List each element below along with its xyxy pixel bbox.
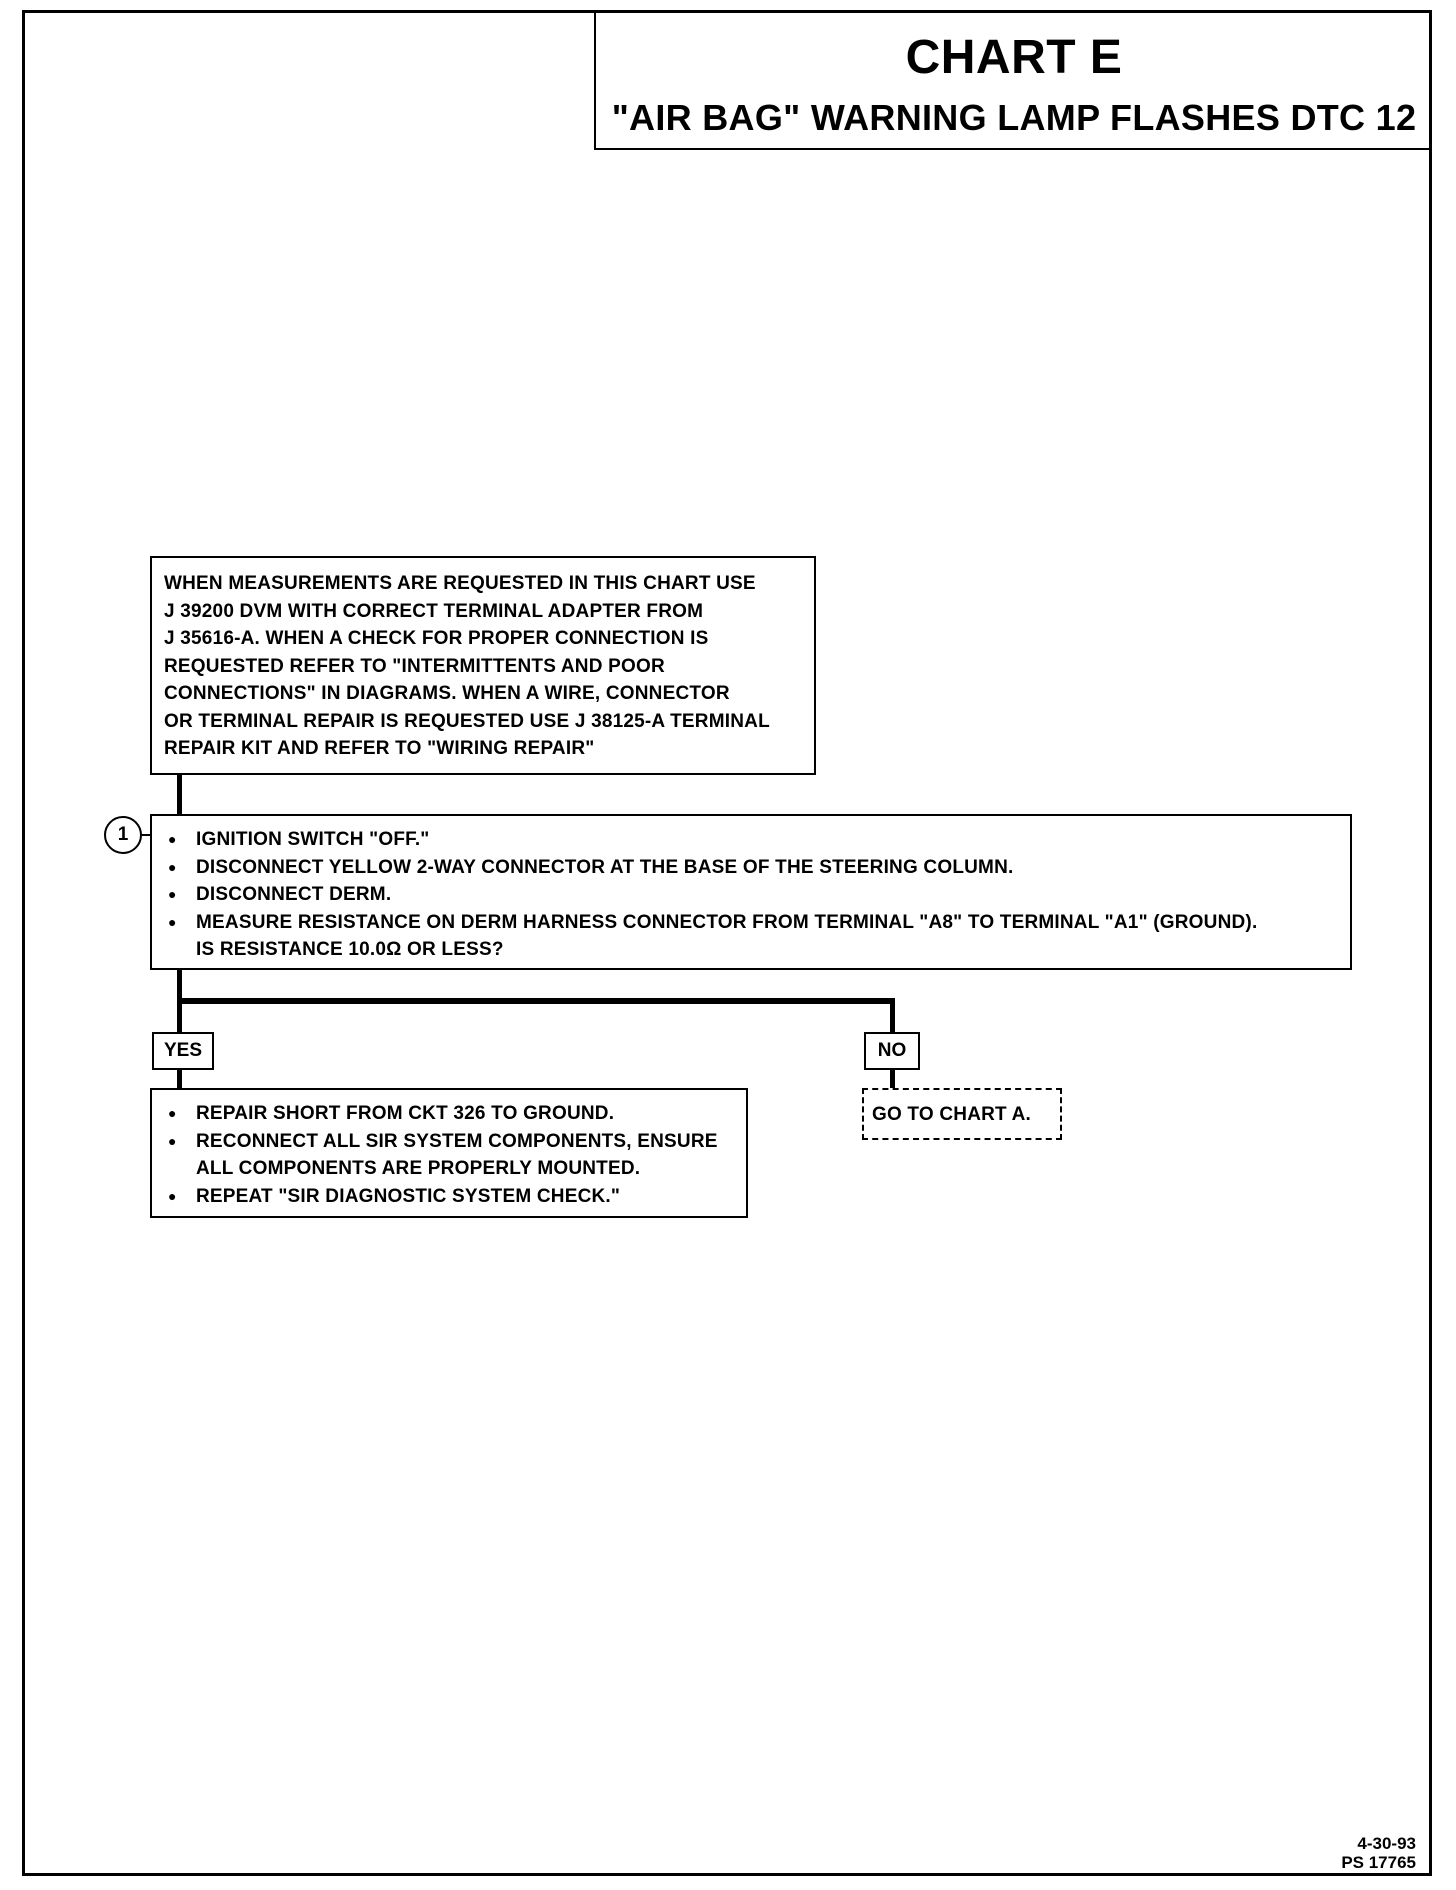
yes-action-box [150, 1088, 748, 1218]
intro-instructions-box [150, 556, 816, 775]
step-1-box [150, 814, 1352, 970]
connector-to-no [890, 998, 895, 1034]
step-question: IS RESISTANCE 10.0Ω OR LESS? [196, 939, 504, 960]
step-marker-tick [141, 834, 150, 836]
step-item: ● MEASURE RESISTANCE ON DERM HARNESS CONNECTOR FROM TERMINAL "A8" TO TERMINAL "A1" (GROUND). [162, 909, 1338, 937]
chart-subtitle: "AIR BAG" WARNING LAMP FLASHES DTC 12 [611, 97, 1417, 138]
intro-line: REQUESTED REFER TO "INTERMITTENTS AND POOR [164, 655, 665, 677]
yes-action-item: ● RECONNECT ALL SIR SYSTEM COMPONENTS, ENSURE ALL COMPONENTS ARE PROPERLY MOUNTED. [162, 1128, 734, 1183]
intro-line: REPAIR KIT AND REFER TO "WIRING REPAIR" [164, 738, 595, 759]
intro-line: WHEN MEASUREMENTS ARE REQUESTED IN THIS CHART USE [164, 573, 756, 594]
connector-no-to-action [890, 1070, 895, 1089]
intro-line: CONNECTIONS" IN DIAGRAMS. WHEN A WIRE, CONNECTOR [164, 683, 730, 704]
connector-to-yes [177, 998, 182, 1034]
no-action-box [862, 1088, 1062, 1140]
step-item: ● IGNITION SWITCH "OFF." [162, 826, 1338, 854]
intro-line: OR TERMINAL REPAIR IS REQUESTED USE J 38125-A TERMINAL [164, 710, 770, 732]
yes-label: YES [152, 1032, 214, 1070]
chart-title: CHART E [905, 31, 1123, 84]
yes-action-item: ● REPEAT "SIR DIAGNOSTIC SYSTEM CHECK." [162, 1183, 734, 1211]
step-item: ● DISCONNECT DERM. [162, 881, 1338, 909]
footer-code: PS 17765 [1341, 1853, 1416, 1872]
intro-line: J 39200 DVM WITH CORRECT TERMINAL ADAPTER FROM [164, 600, 704, 622]
connector-yes-to-action [177, 1070, 182, 1089]
no-action-text: GO TO CHART A. [872, 1104, 1032, 1125]
step-item: ● DISCONNECT YELLOW 2-WAY CONNECTOR AT THE BASE OF THE STEERING COLUMN. [162, 854, 1338, 882]
intro-line: J 35616-A. WHEN A CHECK FOR PROPER CONNECTION IS [164, 628, 709, 649]
yes-action-item: ● REPAIR SHORT FROM CKT 326 TO GROUND. [162, 1100, 734, 1128]
step-number-marker: 1 [104, 816, 142, 854]
title-box [594, 10, 1432, 150]
connector-branch-horizontal [177, 998, 895, 1004]
footer [1341, 1834, 1416, 1872]
no-label: NO [864, 1032, 920, 1070]
footer-date: 4-30-93 [1357, 1834, 1416, 1853]
connector-intro-to-step [177, 775, 182, 815]
